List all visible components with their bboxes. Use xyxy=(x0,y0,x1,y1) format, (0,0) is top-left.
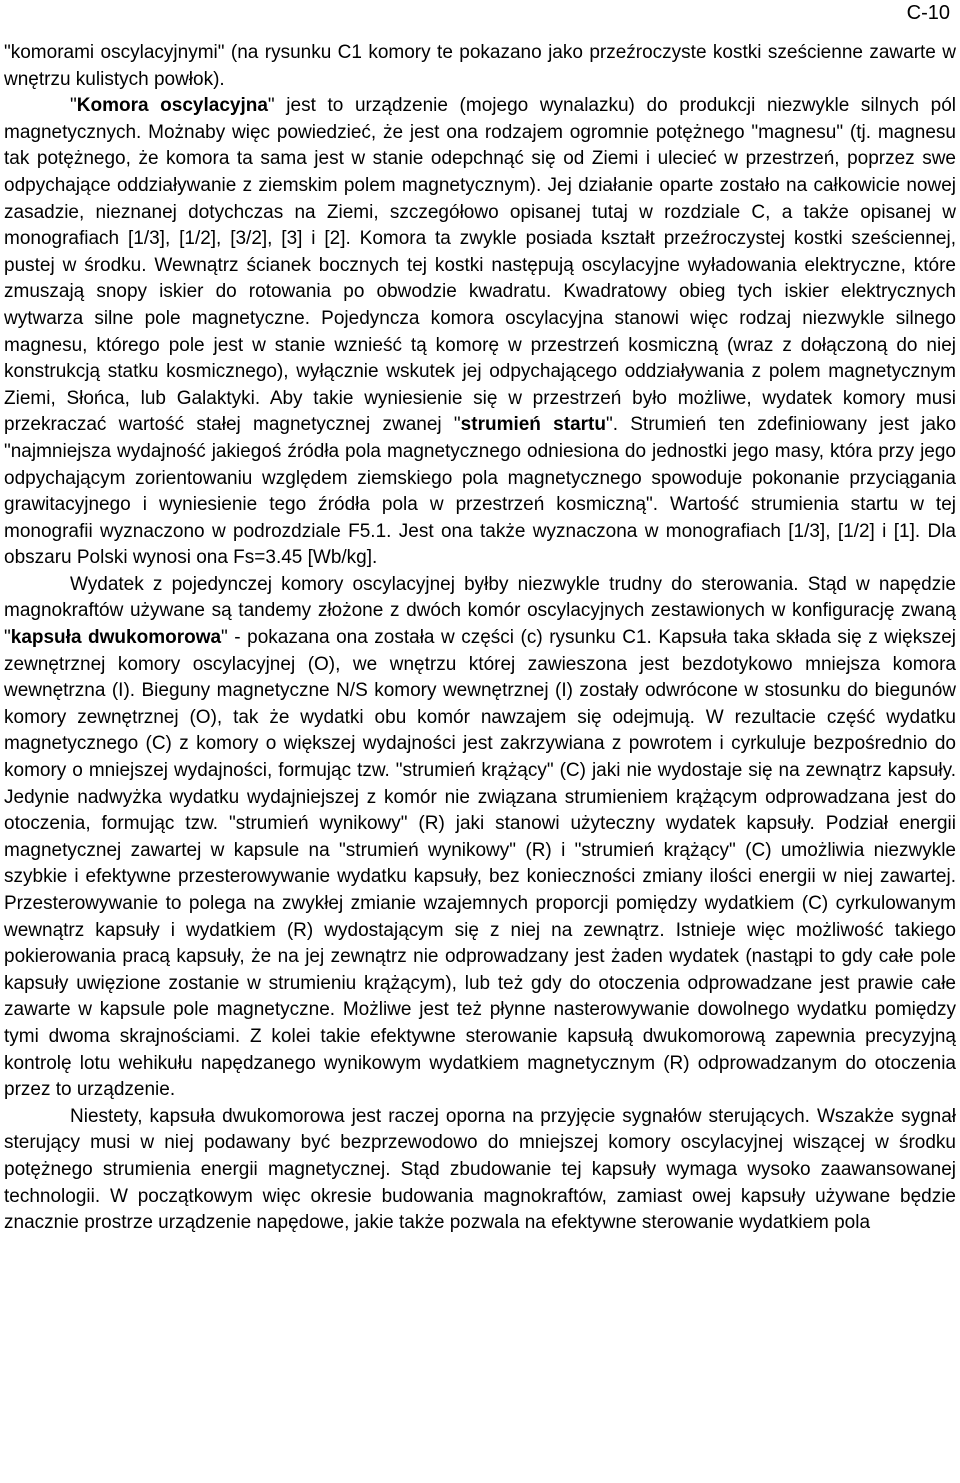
paragraph-2-text-1: " jest to urządzenie (mojego wynalazku) do produkcji niezwykle silnych pól magnetycznych. Możnaby więc powiedzieć, że jest ona rodzajem ogromnie potężnego "magnesu" (tj. magnesu tak potężnego, że komora ta sama jest w stanie odepchnąć się od Ziemi i ulecieć w przestrzeń, poprzez swe odpychające oddziaływanie z ziemskim polem magnetycznym). Jej działanie oparte zostało na całkowicie nowej zasadzie, nieznanej dotychczas na Ziemi, szczegółowo opisanej tutaj w rozdziale C, a także opisanej w monografiach [1/3], [1/2], [3/2], [3] i [2]. Komora ta zwykle posiada kształt przeźroczystej kostki sześciennej, pustej w środku. Wewnątrz ścianek bocznych tej kostki następują oscylacyjne wyładowania elektryczne, które zmuszają snopy iskier do rotowania po obwodzie kwadratu. Kwadratowy obieg tych iskier elektrycznych wytwarza silne pole magnetyczne. Pojedyncza komora oscylacyjna stanowi więc rodzaj niezwykle silnego magnesu, którego pole jest w stanie wznieść tą komorę w przestrzeń kosmiczną (wraz z dołączoną do niej konstrukcją statku kosmicznego), wyłącznie wskutek jej odpychającego oddziaływania z polem magnetycznym Ziemi, Słońca, lub Galaktyki. Aby takie wyniesienie się w przestrzeń było możliwe, wydatek komory musi przekraczać wartość stałej magnetycznej zwanej " xyxy=(4,95,957,436)
paragraph-4-text: Niestety, kapsuła dwukomorowa jest raczej oporna na przyjęcie sygnałów sterujących. Wszakże sygnał sterujący musi w niej podawany być bezprzewodowo do mniejszej komory oscylacyjnej wiszącej w środku potężnego strumienia energii magnetycznej. Stąd zbudowanie tej kapsuły wymaga wysoko zaawansowanej technologii. W początkowym więc okresie budowania magnokraftów, zamiast owej kapsuły używane będzie znacznie prostrze urządzenie napędowe, jakie także pozwala na efektywne sterowanie wydatkiem pola xyxy=(4,1105,956,1234)
document-body xyxy=(4,40,956,1237)
term-komora-oscylacyjna: Komora oscylacyjna xyxy=(76,95,268,117)
paragraph-1 xyxy=(4,40,956,93)
term-strumien-startu: strumień startu xyxy=(460,414,606,436)
paragraph-4 xyxy=(4,1104,956,1237)
paragraph-2-quote: " xyxy=(70,95,77,117)
paragraph-2-text-2: ". Strumień ten zdefiniowany jest jako "najmniejsza wydajność jakiegoś źródła pola magnetycznego odniesiona do jednostki jego masy, która przy jego odpychającym zorientowaniu względem ziemskiego pola magnetycznego spowoduje pokonanie przyciągania grawitacyjnego i wyniesienie tego źródła pola w przestrzeń kosmiczną". Wartość strumienia startu w tej monografii wyznaczono w podrozdziale F5.1. Jest ona także wyznaczona w monografiach [1/3], [1/2] i [1]. Dla obszaru Polski wynosi ona Fs=3.45 [Wb/kg]. xyxy=(4,414,957,569)
paragraph-3 xyxy=(4,572,956,1104)
paragraph-3-text-1: Wydatek z pojedynczej komory oscylacyjnej byłby niezwykle trudny do sterowania. Stąd w napędzie magnokraftów używane są tandemy złożone z dwóch komór oscylacyjnych zestawionych w konfigurację zwaną " xyxy=(4,573,956,649)
page-number: C-10 xyxy=(906,2,950,24)
paragraph-1-text: "komorami oscylacyjnymi" (na rysunku C1 komory te pokazano jako przeźroczyste kostki sześcienne zawarte w wnętrzu kulistych powłok). xyxy=(4,42,956,90)
paragraph-2 xyxy=(4,93,956,572)
paragraph-3-text-2: " - pokazana ona została w części (c) rysunku C1. Kapsuła taka składa się z większej zewnętrznej komory oscylacyjnej (O), we wnętrzu której zawieszona jest bezdotykowo mniejsza komora wewnętrzna (I). Bieguny magnetyczne N/S komory wewnętrznej (I) zostały odwrócone w stosunku do biegunów komory zewnętrznej (O), tak że wydatki obu komór nawzajem się odejmują. W rezultacie część wydatku magnetycznego (C) z komory o większej wydajności jest zakrzywiana z powrotem i cyrkuluje bezpośrednio do komory o mniejszej wydajności, formując tzw. "strumień krążący" (C) jaki nie wydostaje się na zewnątrz kapsuły. Jedynie nadwyżka wydatku wydajniejszej z komór nie związana strumieniem krążącym odprowadzana jest do otoczenia, formując tzw. "strumień wynikowy" (R) jaki stanowi użyteczny wydatek kapsuły. Podział energii magnetycznej zawartej w kapsule na "strumień wynikowy" (R) i "strumień krążący" (C) umożliwia niezwykle szybkie i efektywne przesterowywanie wydatku kapsuły, bez konieczności zmiany ilości energii w niej zawartej. Przesterowywanie to polega na zwykłej zmianie wzajemnych proporcji pomiędzy wydatkiem (C) cyrkulowanym wewnątrz kapsuły i wydatkiem (R) wydostającym się z niej na zewnątrz. Istnieje więc możliwość takiego pokierowania pracą kapsuły, że na jej zewnątrz nie odprowadzany jest żaden wydatek (nastąpi to gdy całe pole kapsuły uwięzione zostanie w strumieniu krążącym), lub też gdy do otoczenia odprowadzane jest prawie całe zawarte w kapsule pole magnetyczne. Możliwe jest też płynne nasterowywanie dowolnego wydatku pomiędzy tymi dwoma skrajnościami. Z kolei takie efektywne sterowanie kapsułą dwukomorową zapewnia precyzyjną kontrolę lotu wehikułu napędzanego wynikowym wydatkiem magnetycznym (R) odprowadzanym do otoczenia przez to urządzenie. xyxy=(4,627,957,1101)
term-kapsula-dwukomorowa: kapsuła dwukomorowa xyxy=(10,627,222,649)
